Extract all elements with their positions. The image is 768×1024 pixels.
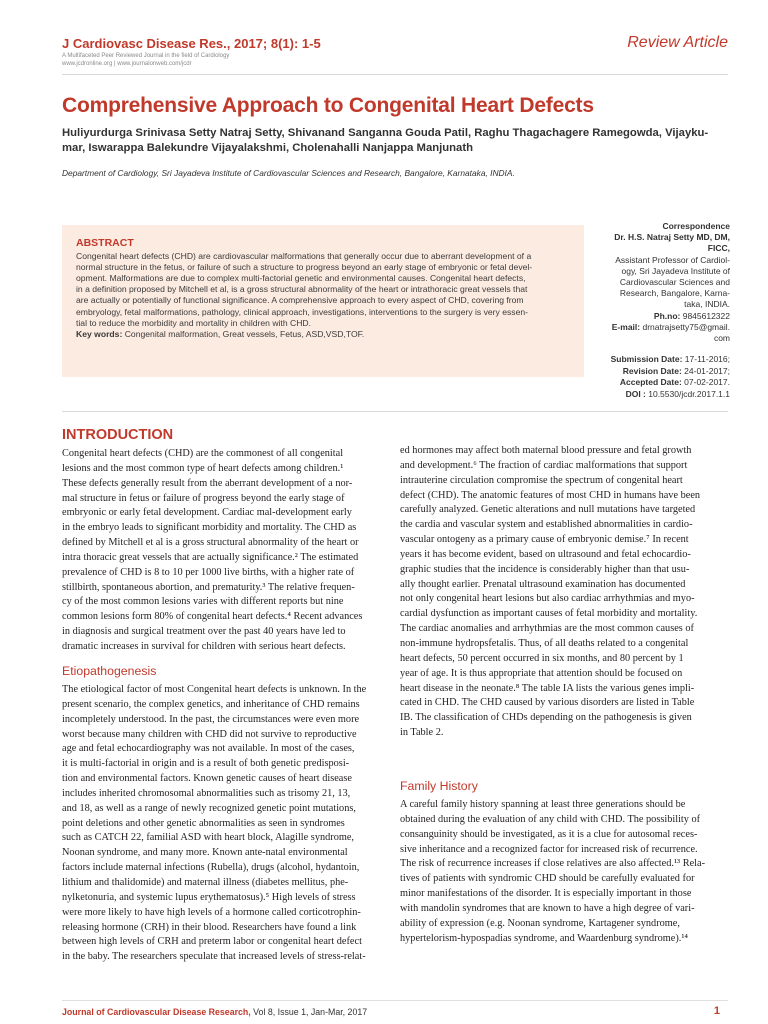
footer — [62, 1007, 367, 1017]
text-line: The risk of recurrence increases if close relatives are also affected.¹³ Rela- — [400, 858, 706, 870]
keywords-text: Congenital malformation, Great vessels, Fetus, ASD,VSD,TOF. — [122, 328, 365, 339]
text-line: not only congenital heart lesions but also cardiac arrhythmias and myo- — [400, 593, 695, 605]
text-line: obtained during the evaluation of any child with CHD. The possibility of — [400, 813, 701, 825]
intro-continued-paragraph — [400, 444, 724, 741]
keywords-label: Key words: — [76, 328, 123, 339]
etiopathogenesis-heading: Etiopathogenesis — [62, 664, 157, 678]
correspondence-line: ogy, Sri Jayadeva Institute of — [621, 265, 730, 276]
text-line: sive inheritance and a recognized factor for increased risk of recurrence. — [400, 843, 698, 855]
correspondence-heading: Correspondence — [662, 221, 730, 231]
etiopathogenesis-paragraph — [62, 683, 386, 965]
text-line: cated in CHD. The CHD caused by various disorders are listed in Table — [400, 697, 695, 709]
text-line: vascular ontogeny as a primary cause of embryonic demise.⁷ In recent — [400, 534, 689, 546]
abstract-line: tial to reduce the morbidity and mortality in children with CHD. — [76, 317, 311, 328]
footer-divider — [62, 1000, 728, 1001]
text-line: worst because many children with CHD did not survive to reproductive — [62, 728, 357, 740]
text-line: releasing hormone (CRH) in their blood. Researchers have found a link — [62, 921, 357, 933]
email-address: drnatrajsetty75@gmail. — [640, 321, 730, 332]
journal-tagline: A Multifaceted Peer Reviewed Journal in the field of Cardiology — [62, 53, 230, 59]
text-line: age and fetal echocardiography was not available. In most of the cases, — [62, 743, 355, 755]
text-line: IB. The classification of CHDs depending on the pathogenesis is given — [400, 712, 692, 724]
text-line: intrauterine circulation compromise the spectrum of congenital heart — [400, 474, 683, 486]
text-line: incompletely understood. In the past, the circumstances were even more — [62, 713, 360, 725]
correspondence — [584, 221, 730, 344]
text-line: in Table 2. — [400, 727, 444, 739]
abstract — [76, 238, 576, 340]
correspondence-line: Cardiovascular Sciences and — [619, 277, 730, 288]
text-line: years it has become evident, based on ultrasound and fetal echocardio- — [400, 548, 691, 560]
phone-label: Ph.no: — [653, 310, 681, 321]
abstract-line: normal structure in the fetus, or failure of such a structure to progress beyond an early stage of embryonic or fetal devel- — [76, 262, 533, 273]
text-line: cardial dysfunction as important causes of fetal morbidity and mortality. — [400, 608, 698, 620]
text-line: ed hormones may affect both maternal blood pressure and fetal growth — [400, 445, 692, 456]
journal-citation: J Cardiovasc Disease Res., 2017; 8(1): 1-5 — [62, 36, 321, 51]
text-line: point deletions and other genetic abnormalities as seen in syndromes — [62, 817, 345, 829]
text-line: minor manifestations of the disorder. It is especially important in those — [400, 888, 692, 900]
text-line: in the embryo leads to significant morbidity and mortality. The CHD as — [62, 522, 357, 534]
text-line: in diagnosis and surgical treatment over the past 40 years have led to — [62, 626, 346, 638]
revision-label: Revision Date: — [622, 365, 682, 376]
text-line: intra thoracic great vessels that are actually significance.² The estimated — [62, 551, 359, 563]
text-line: stillbirth, spontaneous abortion, and prematurity.³ The relative frequen- — [62, 581, 355, 593]
text-line: The cardiac anomalies and arrhythmias are the most common causes of — [400, 623, 694, 635]
article-title: Comprehensive Approach to Congenital Heart Defects — [62, 94, 594, 117]
text-line: were more likely to have high levels of a hormone called corticotrophin- — [62, 906, 361, 918]
correspondence-name: Dr. H.S. Natraj Setty MD, DM, — [614, 232, 730, 243]
correspondence-line: Assistant Professor of Cardiol- — [615, 254, 730, 265]
journal-websites: www.jcdronline.org | www.journalonweb.com/jcdr — [62, 61, 192, 67]
text-line: between high levels of CRH and preterm labor or congenital heart defect — [62, 936, 362, 948]
abstract-line: are actually or potentially of functional significance. A comprehensive approach to every aspect of CHD, covering from — [76, 295, 524, 306]
family-history-heading: Family History — [400, 779, 478, 793]
article-type: Review Article — [627, 34, 728, 51]
text-line: hypertelorism-hypospadias syndrome, and Waardenburg syndrome).¹⁴ — [400, 932, 688, 944]
authors — [62, 126, 730, 156]
text-line: the cardia and vascular system and established abnormalities in cardio- — [400, 519, 693, 531]
text-line: tives of patients with syndromic CHD should be carefully evaluated for — [400, 873, 695, 885]
article-dates — [560, 354, 730, 400]
text-line: factors include maternal infections (Rubella), drugs (alcohol, hydantoin, — [62, 862, 360, 874]
footer-journal: Journal of Cardiovascular Disease Research, — [62, 1007, 251, 1017]
authors-line: Huliyurdurga Srinivasa Setty Natraj Setty, Shivanand Sanganna Gouda Patil, Raghu Thagachagere Ramegowda, Vijayku- — [62, 127, 709, 139]
intro-paragraph — [62, 447, 386, 655]
text-line: mal structure in fetus or failure of progress beyond the early stage of — [62, 492, 345, 504]
text-line: heart disease in the neonate.⁸ The table IA lists the various genes impli- — [400, 682, 695, 694]
page-number: 1 — [713, 1005, 720, 1017]
text-line: in the baby. The researchers speculate that increased levels of stress-relat- — [62, 951, 366, 963]
text-line: The etiological factor of most Congenital heart defects is unknown. In the — [62, 684, 367, 695]
text-line: and development.⁶ The fraction of cardiac malformations that support — [400, 459, 688, 471]
text-line: common lesions form 80% of congenital heart defects.⁴ Recent advances — [62, 611, 363, 623]
text-line: consanguinity should be investigated, as it is a clue for autosomal reces- — [400, 828, 698, 840]
abstract-line: in a definition proposed by Mitchell et al, is a gross structural abnormality of the heart or intrathoracic great vessels that — [76, 284, 528, 295]
revision-date: 24-01-2017; — [681, 365, 730, 376]
correspondence-line: Research, Bangalore, Karna- — [619, 288, 730, 299]
text-line: lesions and the most common type of heart defects among children.¹ — [62, 462, 344, 474]
abstract-line: opment. Malformations are due to complex multi-factorial genetic and environmental causes. Congenital heart defects, — [76, 273, 526, 284]
text-line: Noonan syndrome, and many more. Known ante-natal environmental — [62, 847, 348, 859]
correspondence-name-suffix: FICC, — [707, 243, 730, 254]
abstract-heading: ABSTRACT — [76, 237, 134, 249]
text-line: such as CATCH 22, familial ASD with heart block, Alagille syndrome, — [62, 832, 354, 844]
abstract-line: Congenital heart defects (CHD) are cardiovascular malformations that generally occur due to aberrant development of a — [76, 251, 532, 262]
text-line: it is multi-factorial in origin and is a result of both genetic predisposi- — [62, 758, 350, 770]
doi-label: DOI : — [625, 388, 646, 399]
accepted-label: Accepted Date: — [619, 377, 682, 388]
affiliation: Department of Cardiology, Sri Jayadeva Institute of Cardiovascular Sciences and Research, Bangalore, Karnataka, INDIA. — [62, 168, 515, 178]
section-divider — [62, 411, 728, 412]
text-line: defined by Mitchell et al is a gross structural abnormality of the heart or — [62, 537, 359, 549]
text-line: heart defects, 50 percent occurred in six months, and 80 percent by 1 — [400, 652, 684, 664]
text-line: These defects generally result from the aberrant development of a nor- — [62, 477, 353, 489]
text-line: non-immune hydropsfetalis. Thus, of all deaths related to a congenital — [400, 637, 689, 649]
text-line: defect (CHD). The anatomic features of most CHD in humans have been — [400, 489, 701, 501]
abstract-line: embryology, fetal malformations, pathology, clinical approach, investigations, interventions to the surgery is very essen- — [76, 306, 529, 317]
footer-issue: Vol 8, Issue 1, Jan-Mar, 2017 — [250, 1007, 368, 1017]
text-line: cy of the most common lesions varies with different reports but nine — [62, 596, 344, 608]
text-line: present scenario, the complex genetics, and inheritance of CHD remains — [62, 698, 360, 710]
doi: 10.5530/jcdr.2017.1.1 — [645, 388, 730, 399]
accepted-date: 07-02-2017. — [681, 377, 730, 388]
email-address-cont: com — [713, 333, 730, 344]
text-line: and 18, as well as a range of newly recognized genetic point mutations, — [62, 802, 356, 814]
phone-number: 9845612322 — [680, 310, 730, 321]
family-history-paragraph — [400, 798, 724, 946]
text-line: Congenital heart defects (CHD) are the commonest of all congenital — [62, 448, 344, 459]
submission-date: 17-11-2016; — [682, 354, 730, 364]
text-line: dramatic increases in survival for children with serious heart defects. — [62, 640, 346, 652]
text-line: embryonic or early fetal development. Cardiac mal-development early — [62, 507, 352, 519]
text-line: graphic studies that the incidence is considerably higher than that usu- — [400, 563, 690, 575]
text-line: includes inherited chromosomal abnormalities such as trisomy 21, 13, — [62, 787, 351, 799]
submission-label: Submission Date: — [610, 354, 683, 364]
text-line: year of age. It is thus appropriate that attention should be focused on — [400, 667, 683, 679]
email-label: E-mail: — [611, 321, 641, 332]
header-divider — [62, 74, 728, 75]
text-line: ally thought earlier. Prenatal ultrasound examination has documented — [400, 578, 686, 590]
text-line: ability of expression (e.g. Noonan syndrome, Kartagener syndrome, — [400, 917, 680, 929]
text-line: nylketonuria, and systemic lupus erythematosus).⁵ High levels of stress — [62, 891, 356, 903]
text-line: carefully analyzed. Genetic alterations and null mutations have targeted — [400, 504, 696, 516]
authors-line: mar, Iswarappa Balekundre Vijayalakshmi, Cholenahalli Nanjappa Manjunath — [62, 142, 474, 154]
correspondence-line: taka, INDIA. — [684, 299, 730, 310]
text-line: lithium and thalidomide) and maternal illness (diabetes mellitus, phe- — [62, 876, 349, 888]
keywords — [76, 329, 576, 340]
text-line: A careful family history spanning at least three generations should be — [400, 799, 686, 810]
text-line: prevalence of CHD is 8 to 10 per 1000 live births, with a higher rate of — [62, 566, 355, 578]
text-line: with mandolin syndromes that are known to have a high degree of vari- — [400, 902, 695, 914]
introduction-heading: INTRODUCTION — [62, 427, 174, 443]
text-line: tion and environmental factors. Known genetic causes of heart disease — [62, 773, 352, 785]
